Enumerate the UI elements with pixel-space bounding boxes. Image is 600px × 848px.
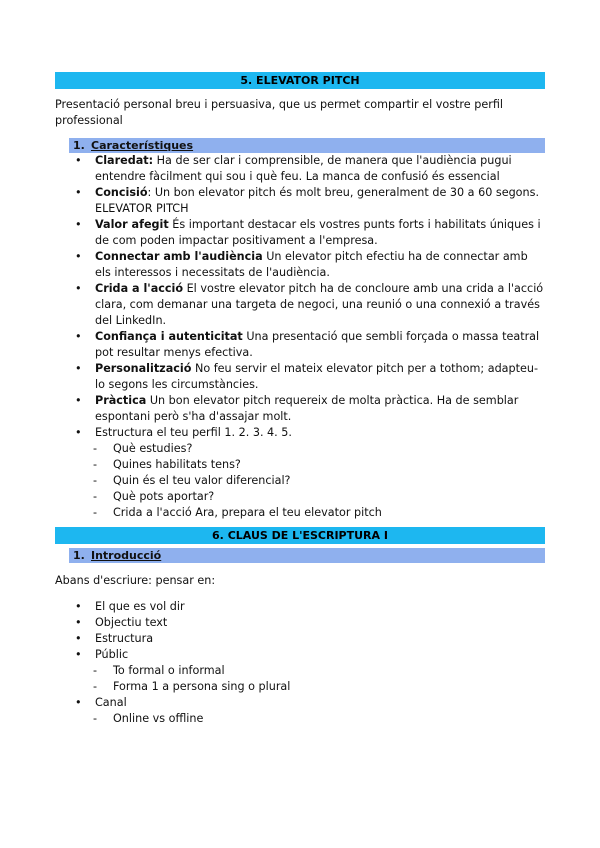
list-item xyxy=(55,249,545,281)
list-item xyxy=(55,631,545,647)
bullet-icon: • xyxy=(75,616,82,629)
sub-list-item xyxy=(55,457,545,473)
list-item xyxy=(55,217,545,249)
item-text: Públic xyxy=(95,648,129,661)
item-text: Objectiu text xyxy=(95,616,168,629)
sub-item-text: To formal o informal xyxy=(113,664,225,677)
writing-considerations-list xyxy=(55,599,545,663)
item-term: Claredat: xyxy=(95,154,154,167)
sub-list-item xyxy=(55,473,545,489)
bullet-icon: • xyxy=(75,648,82,661)
item-text: Estructura el teu perfil 1. 2. 3. 4. 5. xyxy=(95,426,292,439)
dash-icon: - xyxy=(93,506,98,519)
list-item xyxy=(55,393,545,425)
list-item xyxy=(55,361,545,393)
item-term: Crida a l'acció xyxy=(95,282,184,295)
before-writing-text: Abans d'escriure: pensar en: xyxy=(55,574,216,587)
dash-icon: - xyxy=(93,680,98,693)
sub-item-text: Crida a l'acció Ara, prepara el teu elevator pitch xyxy=(113,506,382,519)
list-item xyxy=(55,599,545,615)
list-item xyxy=(55,647,545,663)
sub-list-item xyxy=(55,663,545,679)
subsection-label: Introducció xyxy=(91,549,162,562)
subsection-introduction-heading xyxy=(69,548,545,563)
dash-icon: - xyxy=(93,712,98,725)
bullet-icon: • xyxy=(75,186,82,199)
bullet-icon: • xyxy=(75,426,82,439)
sub-list-item xyxy=(55,505,545,521)
subsection-characteristics-heading xyxy=(69,138,545,153)
item-term: Connectar amb l'audiència xyxy=(95,250,263,263)
sub-item-text: Què estudies? xyxy=(113,442,193,455)
section-6-heading: 6. CLAUS DE L'ESCRIPTURA I xyxy=(55,527,545,544)
subsection-number: 1. xyxy=(73,549,85,562)
bullet-icon: • xyxy=(75,696,82,709)
item-term: Confiança i autenticitat xyxy=(95,330,243,343)
dash-icon: - xyxy=(93,474,98,487)
item-text: Un bon elevator pitch requereix de molta pràctica. Ha de semblar espontani però s'ha d'assajar molt. xyxy=(95,394,519,423)
section-5-heading: 5. ELEVATOR PITCH xyxy=(55,72,545,89)
list-item xyxy=(55,615,545,631)
dash-icon: - xyxy=(93,458,98,471)
item-text: Un elevator pitch efectiu ha de connectar amb els interessos i necessitats de l'audiència. xyxy=(95,250,528,279)
sub-item-text: Online vs offline xyxy=(113,712,204,725)
bullet-icon: • xyxy=(75,394,82,407)
list-item xyxy=(55,281,545,329)
bullet-icon: • xyxy=(75,600,82,613)
item-text: Estructura xyxy=(95,632,154,645)
bullet-icon: • xyxy=(75,250,82,263)
item-term: Personalització xyxy=(95,362,192,375)
profile-structure-list xyxy=(55,441,545,521)
sub-list-item xyxy=(55,679,545,695)
sub-item-text: Quines habilitats tens? xyxy=(113,458,241,471)
sub-list-item xyxy=(55,711,545,727)
item-text: : Un bon elevator pitch és molt breu, generalment de 30 a 60 segons. ELEVATOR PITCH xyxy=(95,186,540,215)
bullet-icon: • xyxy=(75,330,82,343)
document-page xyxy=(55,72,545,727)
item-text: Canal xyxy=(95,696,127,709)
item-text: El que es vol dir xyxy=(95,600,185,613)
characteristics-list xyxy=(55,153,545,441)
subsection-number: 1. xyxy=(73,139,85,152)
dash-icon: - xyxy=(93,664,98,677)
list-item xyxy=(55,153,545,185)
dash-icon: - xyxy=(93,442,98,455)
sub-list-item xyxy=(55,489,545,505)
sub-item-text: Forma 1 a persona sing o plural xyxy=(113,680,291,693)
item-term: Pràctica xyxy=(95,394,147,407)
bullet-icon: • xyxy=(75,362,82,375)
sub-list-item xyxy=(55,441,545,457)
item-term: Concisió xyxy=(95,186,148,199)
item-text: És important destacar els vostres punts forts i habilitats úniques i de com poden impactar positivament a l'empresa. xyxy=(95,218,541,247)
writing-considerations-list-continued xyxy=(55,695,545,711)
audience-sub-list xyxy=(55,663,545,695)
bullet-icon: • xyxy=(75,632,82,645)
item-text: No feu servir el mateix elevator pitch per a tothom; adapteu-lo segons les circumstàncies. xyxy=(95,362,539,391)
dash-icon: - xyxy=(93,490,98,503)
sub-item-text: Quin és el teu valor diferencial? xyxy=(113,474,291,487)
bullet-icon: • xyxy=(75,154,82,167)
item-term: Valor afegit xyxy=(95,218,169,231)
bullet-icon: • xyxy=(75,282,82,295)
section-5-intro: Presentació personal breu i persuasiva, que us permet compartir el vostre perfil professional xyxy=(55,98,503,127)
item-text: Una presentació que sembli forçada o massa teatral pot resultar menys efectiva. xyxy=(95,330,540,359)
subsection-label: Característiques xyxy=(91,139,194,152)
bullet-icon: • xyxy=(75,218,82,231)
list-item xyxy=(55,329,545,361)
channel-sub-list xyxy=(55,711,545,727)
list-item xyxy=(55,695,545,711)
item-text: El vostre elevator pitch ha de concloure amb una crida a l'acció clara, com demanar una targeta de negoci, una reunió o una connexió a través del LinkedIn. xyxy=(95,282,544,327)
sub-item-text: Què pots aportar? xyxy=(113,490,215,503)
list-item xyxy=(55,185,545,217)
list-item xyxy=(55,425,545,441)
item-text: Ha de ser clar i comprensible, de manera que l'audiència pugui entendre fàcilment qui sou i què feu. La manca de confusió és essencial xyxy=(95,154,512,183)
